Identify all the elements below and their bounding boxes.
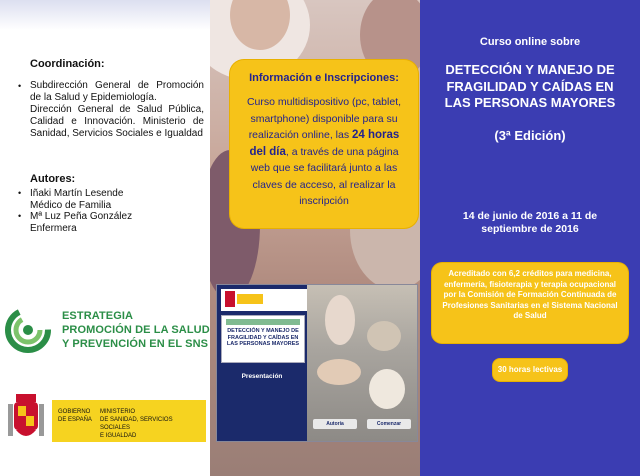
accreditation-text: Acreditado con 6,2 créditos para medicina, enfermería, fisioterapia y terapia ocupacional por la Comisión de Formación Continuada de Profesiones Sanitarias en el Sistema Nacional de Salud xyxy=(442,269,618,321)
info-body: Curso multidispositivo (pc, tablet, smartphone) disponible para su realización online, las 24 horas del día, a través de una página web que se facilitará junto a las claves de acceso, al realizar la inscripción xyxy=(246,96,402,207)
info-title: Información e Inscripciones: xyxy=(249,72,399,84)
lavender-header-strip xyxy=(0,0,210,30)
thumbnail-title: DETECCIÓN Y MANEJO DE FRAGILIDAD Y CAÍDAS EN LAS PERSONAS MAYORES xyxy=(226,328,300,347)
pre-title: Curso online sobre xyxy=(479,36,581,48)
swirl-logo-icon xyxy=(4,306,52,354)
thumbnail-logo-icon xyxy=(225,291,265,309)
thumbnail-photos xyxy=(307,285,417,441)
coordination-list xyxy=(18,80,204,140)
course-screenshot xyxy=(216,284,418,442)
authors-heading: Autores: xyxy=(30,173,76,185)
thumbnail-mini-logo xyxy=(226,319,300,325)
thumbnail-presentacion: Presentación xyxy=(241,373,283,380)
authors-list xyxy=(18,188,204,234)
thumbnail-comenzar-button: Comenzar xyxy=(367,419,411,429)
estrategia-line-3: Y PREVENCIÓN EN EL SNS xyxy=(62,338,209,350)
accreditation-box xyxy=(432,263,628,343)
thumbnail-autoria-button: Autoría xyxy=(313,419,357,429)
ministerio-text: MINISTERIO DE SANIDAD, SERVICIOS SOCIALES E IGUALDAD xyxy=(100,409,173,439)
edition: (3ª Edición) xyxy=(494,128,566,143)
hours-badge xyxy=(493,359,567,381)
coat-of-arms-icon xyxy=(8,392,44,450)
person-shape xyxy=(317,359,361,385)
left-panel xyxy=(0,0,210,476)
author-item: • Iñaki Martín Lesende Médico de Familia xyxy=(18,188,204,211)
hours-text: 30 horas lectivas xyxy=(497,365,563,374)
coordination-heading: Coordinación: xyxy=(30,58,105,70)
estrategia-logo xyxy=(4,300,210,358)
government-logo xyxy=(4,392,204,464)
info-box xyxy=(230,60,418,228)
coordination-item: • Subdirección General de Promoción de la Salud y Epidemiología. Dirección General de Salud Pública, Calidad e Innovación. Ministerio de Sanidad, Servicios Sociales e Igualdad xyxy=(18,80,204,140)
author-item: • Mª Luz Peña González Enfermera xyxy=(18,211,204,234)
middle-panel xyxy=(210,0,420,476)
estrategia-line-2: PROMOCIÓN DE LA SALUD xyxy=(62,324,210,336)
course-dates: 14 de junio de 2016 a 11 de septiembre de 2016 xyxy=(462,210,598,235)
gobierno-text: GOBIERNO DE ESPAÑA xyxy=(58,409,92,423)
person-shape xyxy=(325,295,355,345)
person-shape xyxy=(369,369,405,409)
course-title: DETECCIÓN Y MANEJO DE FRAGILIDAD Y CAÍDAS EN LAS PERSONAS MAYORES xyxy=(444,62,616,110)
thumbnail-title-box xyxy=(221,315,305,363)
right-panel xyxy=(420,0,640,476)
estrategia-line-1: ESTRATEGIA xyxy=(62,310,134,322)
person-shape xyxy=(367,321,401,351)
